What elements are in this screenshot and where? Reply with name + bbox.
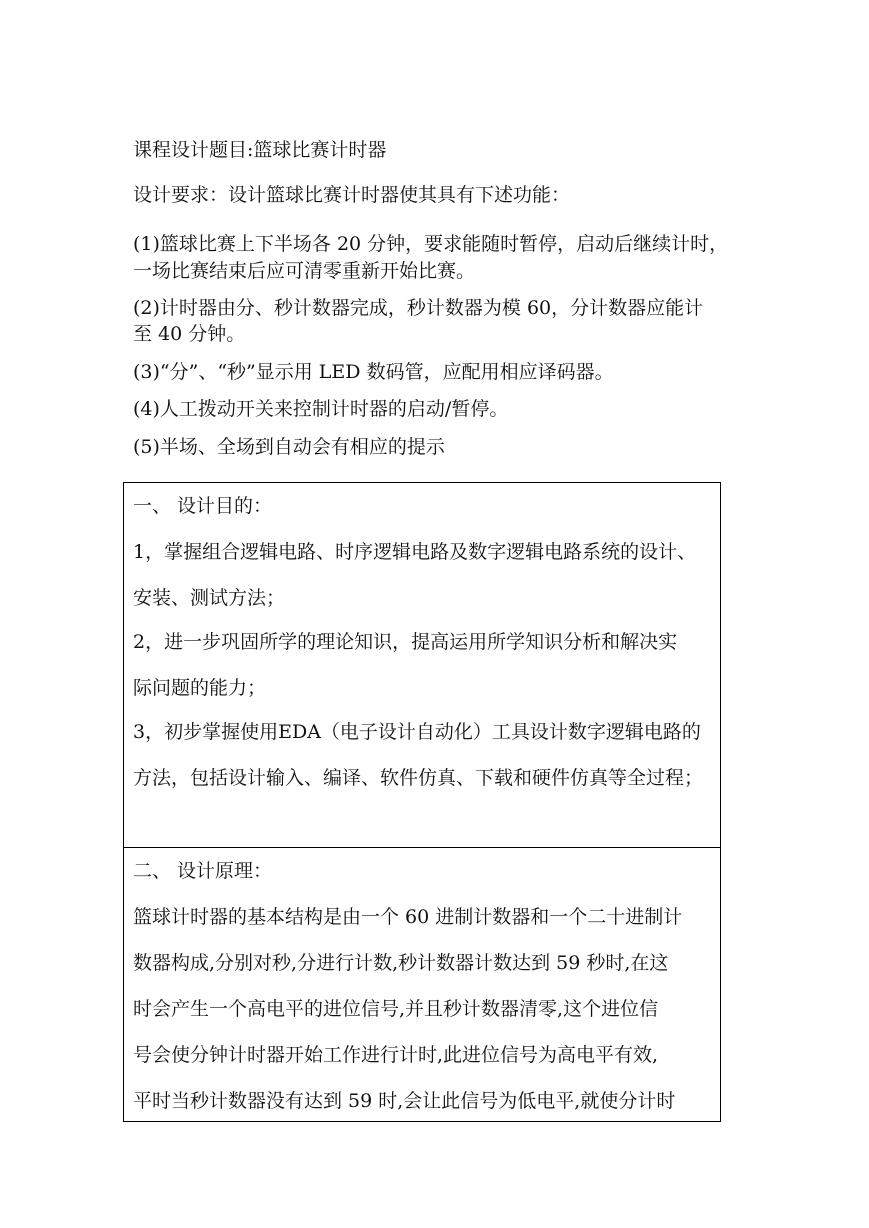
- design-principle-line: 篮球计时器的基本结构是由一个 60 进制计数器和一个二十进制计: [133, 906, 683, 928]
- design-purpose-line: 际问题的能力；: [133, 677, 267, 699]
- requirement-1-line-1: (1)篮球比赛上下半场各 20 分钟，要求能随时暂停，启动后继续计时，: [133, 233, 729, 255]
- design-principle-line: 数器构成,分别对秒,分进行计数,秒计数器计数达到 59 秒时,在这: [133, 952, 669, 974]
- requirement-5: (5)半场、全场到自动会有相应的提示: [133, 436, 445, 458]
- design-purpose-line: 1，掌握组合逻辑电路、时序逻辑电路及数字逻辑电路系统的设计、: [133, 541, 697, 563]
- design-purpose-box: [123, 482, 721, 848]
- design-principle-box: [123, 847, 721, 1122]
- design-principle-heading: 二、 设计原理：: [133, 860, 273, 882]
- design-principle-line: 平时当秒计数器没有达到 59 时,会让此信号为低电平,就使分计时: [133, 1090, 676, 1112]
- design-purpose-line: 方法，包括设计输入、编译、软件仿真、下载和硬件仿真等全过程；: [133, 767, 704, 789]
- requirement-3: (3)“分”、“秒”显示用 LED 数码管，应配用相应译码器。: [133, 361, 614, 383]
- requirement-2-line-2: 至 40 分钟。: [133, 323, 246, 345]
- design-purpose-line: 2，进一步巩固所学的理论知识，提高运用所学知识分析和解决实: [133, 631, 678, 653]
- design-principle-line: 号会使分钟计时器开始工作进行计时,此进位信号为高电平有效,: [133, 1044, 659, 1066]
- design-purpose-line: 3，初步掌握使用EDA（电子设计自动化）工具设计数字逻辑电路的: [133, 721, 701, 743]
- requirement-4: (4)人工拨动开关来控制计时器的启动/暂停。: [133, 398, 509, 420]
- requirements-intro: 设计要求：设计篮球比赛计时器使其具有下述功能：: [133, 184, 571, 206]
- design-principle-line: 时会产生一个高电平的进位信号,并且秒计数器清零,这个进位信: [133, 998, 659, 1020]
- requirement-1-line-2: 一场比赛结束后应可清零重新开始比赛。: [133, 260, 476, 282]
- design-purpose-heading: 一、 设计目的：: [133, 495, 273, 517]
- design-purpose-line: 安装、测试方法；: [133, 587, 286, 609]
- requirement-2-line-1: (2)计时器由分、秒计数器完成，秒计数器为模 60，分计数器应能计: [133, 297, 704, 319]
- course-design-title: 课程设计题目:篮球比赛计时器: [133, 139, 387, 161]
